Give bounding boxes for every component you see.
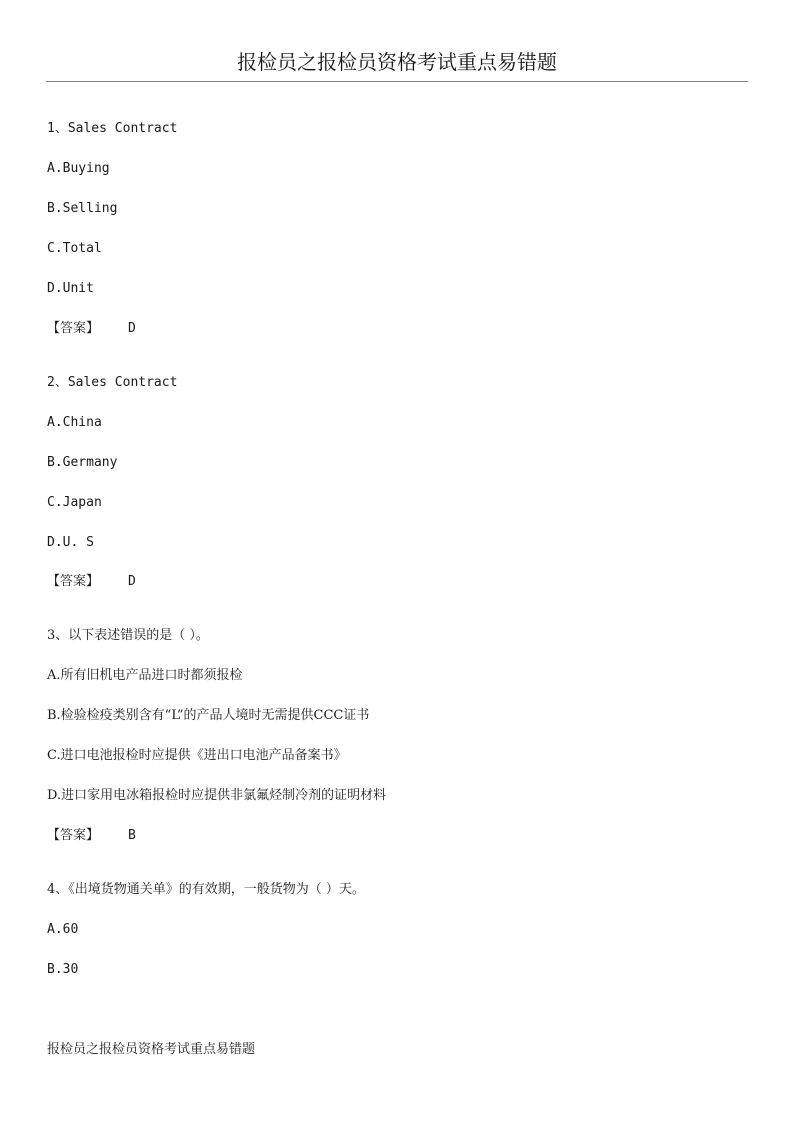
question-1-answer-label: 【答案】	[47, 321, 100, 336]
question-1-option-b: B.Selling	[47, 201, 118, 216]
question-3-option-c: C.进口电池报检时应提供《进出口电池产品备案书》	[47, 748, 347, 763]
question-2-option-a: A.China	[47, 415, 102, 430]
question-2-option-c: C.Japan	[47, 495, 102, 510]
page-title: 报检员之报检员资格考试重点易错题	[237, 50, 557, 74]
question-1-option-a: A.Buying	[47, 161, 110, 176]
question-1-option-c: C.Total	[47, 241, 102, 256]
question-2-option-b: B.Germany	[47, 455, 118, 470]
question-4-option-a: A.60	[47, 922, 79, 937]
question-2-stem: 2、Sales Contract	[47, 375, 178, 390]
page-footer: 报检员之报检员资格考试重点易错题	[47, 1042, 256, 1057]
question-4-option-b: B.30	[47, 962, 79, 977]
question-2-answer-label: 【答案】	[47, 574, 100, 589]
question-2-option-d: D.U. S	[47, 535, 94, 550]
title-divider	[46, 81, 748, 82]
question-3-option-d: D.进口家用电冰箱报检时应提供非氯氟烃制冷剂的证明材料	[47, 788, 387, 803]
question-3-option-a: A.所有旧机电产品进口时都须报检	[47, 668, 243, 683]
question-3-option-b: B.检验检疫类别含有“L”的产品人境时无需提供CCC证书	[47, 708, 370, 723]
question-1-stem: 1、Sales Contract	[47, 121, 178, 136]
question-2-answer-value: D	[128, 574, 136, 589]
question-1-option-d: D.Unit	[47, 281, 94, 296]
question-3-answer-label: 【答案】	[47, 828, 100, 843]
question-3-stem: 3、以下表述错误的是（ ）。	[47, 628, 209, 643]
question-3-answer-value: B	[128, 828, 136, 843]
question-1-answer-value: D	[128, 321, 136, 336]
question-4-stem: 4、《出境货物通关单》的有效期，一般货物为（ ）天。	[47, 882, 365, 897]
